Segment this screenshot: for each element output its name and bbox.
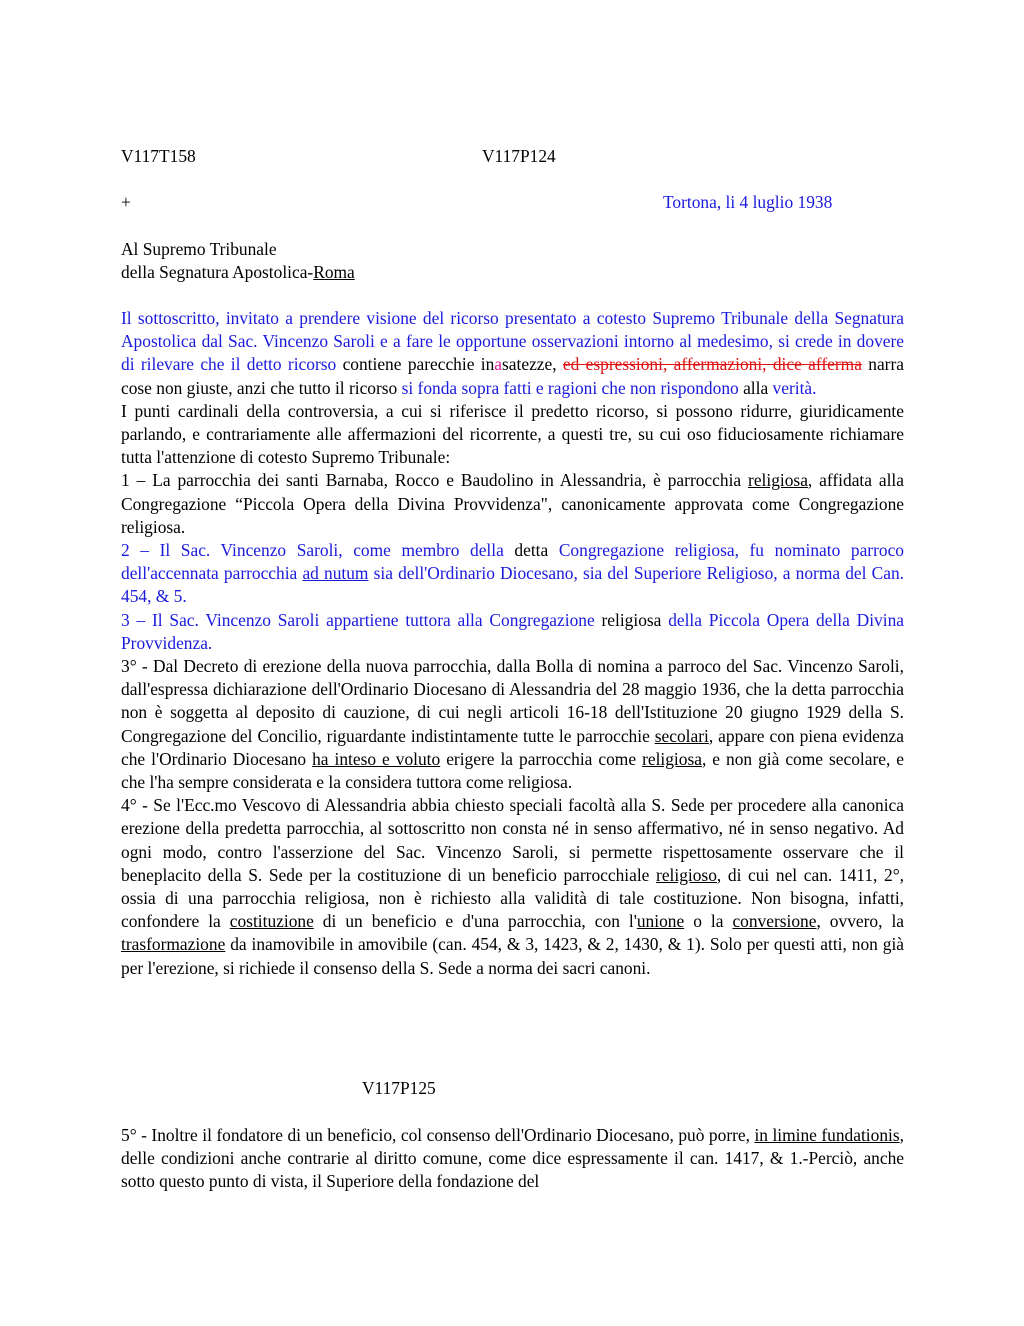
intro-blue-text-2: si fonda sopra fatti e ragioni che non rispondono — [401, 377, 739, 398]
address-text: della Segnatura Apostolica- — [121, 262, 314, 282]
paragraph-intro — [121, 307, 904, 400]
reference-code-page: V117P124 — [482, 146, 556, 166]
reference-code-left: V117T158 — [121, 146, 196, 166]
paragraph-section-4 — [121, 794, 904, 980]
intro-blue-text-3: verità. — [772, 377, 817, 398]
point-1-underlined: religiosa — [748, 470, 808, 491]
intro-blue-text: Il sottoscritto, invitato a prendere visione del ricorso presentato a cotesto Supremo Tribunale della Segnatura Apostolica dal Sac. Vincenzo Saroli e a fare le opportune osservazioni intorno al medesimo, si crede in dovere di rilevare che il detto ricorso — [121, 308, 904, 375]
section-4-text-2: , di cui nel can. 1411, 2°, ossia di una parrocchia religiosa, non è richiesto alla validità di tale costituzione. Non bisogna, infatti, confondere la — [121, 864, 904, 932]
section-3-underlined-1: secolari — [654, 725, 709, 746]
section-3-text-3: erigere la parrocchia come — [440, 748, 643, 769]
section-5-text: 5° - Inoltre il fondatore di un beneficio, col consenso dell'Ordinario Diocesano, può porre, — [121, 1125, 755, 1145]
letter-body-continued — [121, 1124, 904, 1194]
paragraph-point-3 — [121, 609, 904, 655]
paragraph-cardinal-points: I punti cardinali della controversia, a cui si riferisce il predetto ricorso, si possono ridurre, giuridicamente parlando, e contrariamente alle affermazioni del ricorrente, a questi tre, su cui oso fiduciosamente richiamare tutta l'attenzione di cotesto Supremo Tribunale: — [121, 400, 904, 468]
section-4-underlined-1: religioso — [656, 864, 717, 885]
paragraph-section-5 — [121, 1124, 904, 1194]
point-2-blue-text-3: sia dell'Ordinario Diocesano, sia del Superiore Religioso, a norma del Can. 454, & 5. — [121, 563, 904, 607]
point-2-blue-text-2: Congregazione religiosa, fu nominato parroco dell'accennata parrocchia — [121, 540, 904, 584]
deleted-text: ed espressioni, affermazioni, dice afferma — [562, 354, 862, 375]
point-3-blue-text: 3 – Il Sac. Vincenzo Saroli appartiene tuttora alla Congregazione — [121, 609, 595, 630]
section-3-text: 3° - Dal Decreto di erezione della nuova parrocchia, dalla Bolla di nomina a parroco del Sac. Vincenzo Saroli, dall'espressa dichiarazione dell'Ordinario Diocesano di Alessandria del 28 maggio 1936, che la detta parrocchia non è soggetta al deposito di cauzione, di cui negli articoli 16-18 dell'Istituzione 20 giugno 1929 della S. Congregazione del Concilio, riguardante indistintamente tutte le parrocchie — [121, 656, 904, 746]
date-line: Tortona, li 4 luglio 1938 — [663, 192, 833, 212]
section-4-text-5: , ovvero, la — [816, 911, 904, 932]
section-3-underlined-2: ha inteso e voluto — [312, 748, 441, 769]
paragraph-point-2 — [121, 539, 904, 609]
section-4-underlined-4: conversione — [732, 911, 817, 932]
inserted-letter: a — [494, 354, 503, 375]
section-4-underlined-2: costituzione — [229, 911, 314, 932]
point-3-text: religiosa — [594, 609, 669, 630]
section-4-text-4: o la — [684, 911, 733, 932]
intro-text-4: a — [738, 377, 751, 398]
section-4-text-6: da inamovibile in amovibile (can. 454, & 3, 1423, & 2, 1430, & 1). Solo per questi atti, non già per l'erezione, si richiede il consenso della S. Sede a norma dei sacri canoni. — [121, 934, 904, 978]
point-1-text: 1 – La parrocchia dei santi Barnaba, Rocco e Baudolino in Alessandria, è parrocchia — [121, 470, 749, 491]
address-line-2 — [121, 261, 355, 284]
intro-text-3: narra cose non giuste, anzi che tutto il ricorso — [121, 354, 904, 398]
page-reference: V117P125 — [362, 1078, 436, 1098]
address-city: Roma — [313, 262, 355, 282]
section-3-text-4: , e non già come secolare, e che l'ha sempre considerata e la considera tuttora come religiosa. — [121, 748, 905, 793]
section-5-underlined: in limine fundationis — [754, 1125, 900, 1145]
point-3-blue-text-2: della Piccola Opera della Divina Provvidenza. — [121, 609, 904, 653]
paragraph-section-3 — [121, 655, 904, 794]
address-line-1: Al Supremo Tribunale — [121, 239, 277, 259]
point-2-underlined: ad nutum — [302, 563, 369, 584]
section-4-text: 4° - Se l'Ecc.mo Vescovo di Alessandria abbia chiesto speciali facoltà alla S. Sede per procedere alla canonica erezione della predetta parrocchia, al sottoscritto non consta né in senso affermativo, né in senso negativo. Ad ogni modo, contro l'asserzione del Sac. Vincenzo Saroli, si permette rispettosamente osservare che il beneplacito della S. Sede per la costituzione di un beneficio parrocchiale — [121, 795, 904, 885]
section-4-underlined-3: unione — [636, 911, 685, 932]
intro-text: contiene parecchie in — [336, 354, 495, 375]
intro-text-2: satezze, — [502, 354, 563, 375]
section-3-text-2: , appare con piena evidenza che l'Ordinario Diocesano — [121, 725, 904, 769]
point-2-blue-text: 2 – Il Sac. Vincenzo Saroli, come membro della — [121, 540, 504, 561]
section-3-underlined-3: religiosa — [642, 748, 702, 769]
letter-body — [121, 307, 904, 980]
paragraph-point-1 — [121, 469, 904, 539]
intro-text-5: lla — [750, 377, 773, 398]
section-4-text-3: di un beneficio e d'una parrocchia, con l' — [313, 911, 637, 932]
section-5-text-2: , delle condizioni anche contrarie al diritto comune, come dice espressamente il can. 1417, & 1.-Perciò, anche sotto questo punto di vista, il Superiore della fondazione del — [121, 1125, 904, 1192]
cross-symbol: + — [121, 192, 131, 212]
point-1-text-2: , affidata alla Congregazione “Piccola Opera della Divina Provvidenza", canonicamente approvata come Congregazione religiosa. — [121, 470, 904, 537]
section-4-underlined-5: trasformazione — [121, 934, 226, 955]
point-2-text: detta — [503, 540, 559, 561]
